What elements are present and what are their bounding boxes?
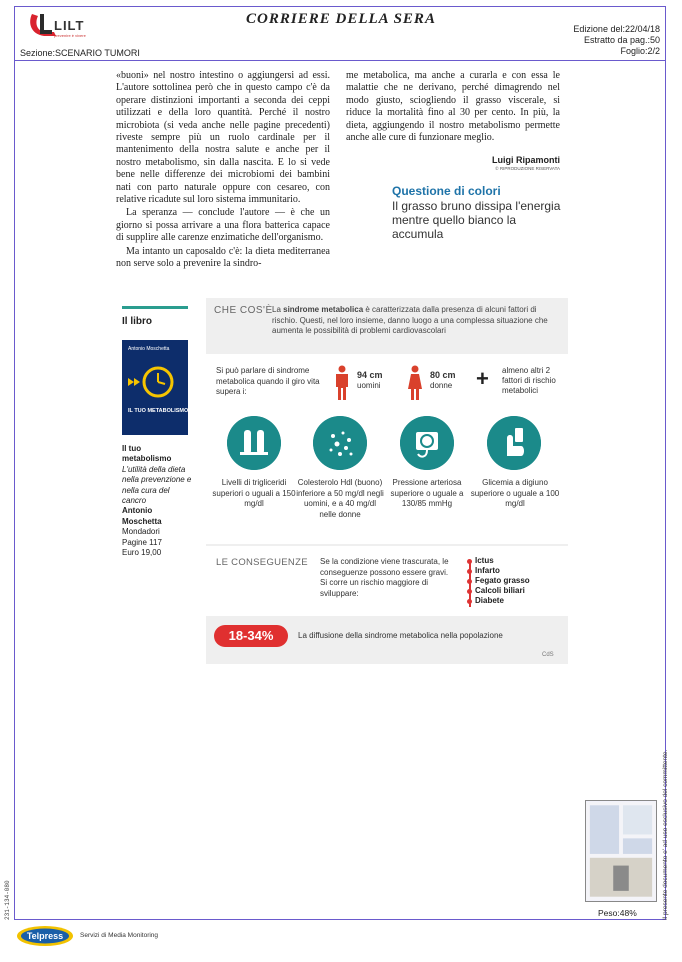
waist-men-label: uomini bbox=[357, 381, 381, 390]
infographic-credit: CdS bbox=[542, 652, 554, 658]
pullquote-title: Questione di colori bbox=[392, 184, 501, 198]
usage-note: Il presente documento e' ad uso esclusivo del committente. bbox=[662, 749, 669, 920]
pullquote-body: Il grasso bruno dissipa l'energia mentre quello bianco la accumula bbox=[392, 199, 561, 241]
book-heading: Il libro bbox=[122, 316, 152, 327]
book-title: Il tuo metabolismo bbox=[122, 444, 172, 464]
diffusion-text: La diffusione della sindrome metabolica nella popolazione bbox=[298, 631, 503, 640]
man-icon bbox=[333, 365, 351, 401]
book-info bbox=[122, 444, 192, 558]
criterion-triglycerides: Livelli di trigliceridi superiori o uguali a 150 mg/dl bbox=[212, 478, 296, 508]
edition-info bbox=[573, 24, 660, 57]
article-column-2 bbox=[346, 70, 560, 145]
woman-icon bbox=[406, 365, 424, 401]
extract-page: Estratto da pag.:50 bbox=[583, 35, 660, 45]
edition-date: Edizione del:22/04/18 bbox=[573, 24, 660, 34]
waist-men-value: 94 cm bbox=[357, 370, 383, 380]
test-tubes-icon bbox=[227, 416, 281, 470]
what-is-text: La sindrome metabolica è caratterizzata dalla presenza di alcuni fattori di rischio. Questi, nel loro insieme, danno luogo a una complessa situazione che aumenta le possibilità di problemi cardiovascolari bbox=[272, 305, 548, 335]
article-column-1 bbox=[116, 70, 330, 272]
list-item: Fegato grasso bbox=[465, 576, 560, 586]
condition-intro: Si può parlare di sindrome metabolica quando il giro vita supera i: bbox=[216, 366, 320, 396]
criterion-cholesterol: Colesterolo Hdl (buono) inferiore a 50 mg/dl negli uomini, e a 40 mg/dl nelle donne bbox=[296, 478, 384, 519]
sheet-number: Foglio:2/2 bbox=[620, 46, 660, 56]
cholesterol-icon bbox=[313, 416, 367, 470]
consequences-text: Se la condizione viene trascurata, le conseguenze possono essere gravi. Si corre un rischio maggiore di sviluppare: bbox=[320, 557, 449, 598]
article-paragraph: La speranza — conclude l'autore — è che un giorno si possa arrivare a una flora batterica capace di supplire alle carenze enzimatiche dell'organismo. bbox=[116, 207, 330, 244]
book-cover bbox=[122, 340, 188, 435]
page-thumbnail[interactable] bbox=[585, 800, 657, 902]
book-price: Euro 19,00 bbox=[122, 548, 162, 558]
cover-author: Antonio Moschetta bbox=[128, 346, 170, 352]
consequences-list bbox=[465, 556, 560, 606]
telpress-service: Servizi di Media Monitoring bbox=[80, 932, 159, 939]
consequences-label: LE CONSEGUENZE bbox=[216, 557, 308, 568]
lilt-tagline: prevenire è vivere bbox=[54, 33, 86, 38]
lilt-name: LILT bbox=[54, 18, 85, 33]
article-paragraph: «buoni» nel nostro intestino o aggiungersi ad essi. L'autore sottolinea però che in questo campo c'è da operare distinzioni importanti a seconda dei ceppi utilizzati e della loro quantità. Perché il nostro microbiota (si veda anche nelle pagine precedenti) riveste sempre più un ruolo cardinale per il mantenimento della nostra salute e anche per il nostro metabolismo, sin dalla nascita. E lo si vede bene nelle differenze dei microbiomi dei bambini nati con parto naturale oppure con cesareo, con relative ricadute sul loro sistema immunitario. bbox=[116, 70, 330, 206]
rights-note: © RIPRODUZIONE RISERVATA bbox=[495, 166, 560, 171]
waist-women-label: donne bbox=[430, 381, 453, 390]
article-author: Luigi Ripamonti bbox=[492, 155, 560, 165]
blood-pressure-icon bbox=[400, 416, 454, 470]
book-author: Antonio Moschetta bbox=[122, 506, 162, 526]
criterion-pressure: Pressione arteriosa superiore o uguale a 130/85 mmHg bbox=[390, 478, 464, 508]
document-code: 231-134-080 bbox=[4, 880, 11, 920]
book-publisher: Mondadori bbox=[122, 527, 160, 537]
other-factors: almeno altri 2 fattori di rischio metabolici bbox=[502, 366, 556, 395]
waist-women-value: 80 cm bbox=[430, 370, 456, 380]
list-item: Ictus bbox=[465, 556, 560, 566]
list-item: Calcoli biliari bbox=[465, 586, 560, 596]
criterion-glucose: Glicemia a digiuno superiore o uguale a 100 mg/dl bbox=[470, 478, 560, 508]
what-is-label: CHE COS'È bbox=[214, 305, 273, 316]
header-divider bbox=[15, 60, 665, 61]
cover-title: IL TUO METABOLISMO bbox=[128, 408, 188, 414]
article-paragraph: Ma intanto un caposaldo c'è: la dieta mediterranea non serve solo a prevenire la sindro- bbox=[116, 245, 330, 270]
waist-men bbox=[357, 370, 383, 391]
list-item: Infarto bbox=[465, 566, 560, 576]
book-subtitle: L'utilità della dieta nella prevenzione e nella cura del cancro bbox=[122, 464, 192, 506]
waist-women bbox=[430, 370, 456, 391]
book-accent-bar bbox=[122, 306, 188, 309]
diffusion-badge: 18-34% bbox=[214, 625, 288, 647]
glucose-meter-icon bbox=[487, 416, 541, 470]
article-paragraph: me metabolica, ma anche a curarla e con essa le malattie che ne derivano, perché dimagrendo nel modo giusto, sciogliendo il grasso viscerale, si riduce la mortalità fino al 30 per cento. In più, la dieta, aggiungendo il nostro metabolismo permette anche alle cure di funzionare meglio. bbox=[346, 70, 560, 144]
telpress-name: Telpress bbox=[26, 931, 64, 941]
telpress-logo bbox=[16, 925, 74, 947]
weight-label: Peso:48% bbox=[598, 908, 637, 918]
plus-icon: + bbox=[476, 366, 489, 391]
list-item: Diabete bbox=[465, 596, 560, 606]
book-pages: Pagine 117 bbox=[122, 537, 162, 547]
newspaper-title: CORRIERE DELLA SERA bbox=[246, 11, 436, 27]
section-label: Sezione:SCENARIO TUMORI bbox=[20, 48, 140, 58]
